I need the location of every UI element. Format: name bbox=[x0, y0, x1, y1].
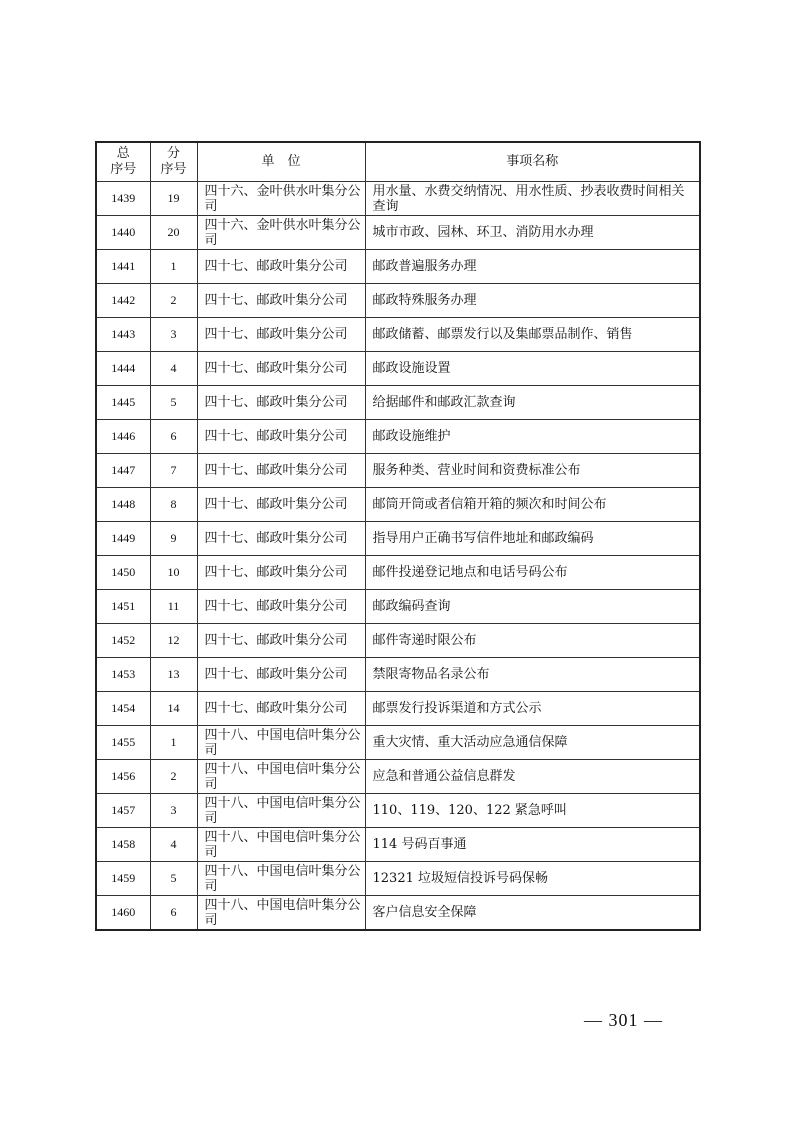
sub-number-cell: 1 bbox=[150, 726, 197, 760]
header-sub-number-line1: 分 bbox=[166, 146, 180, 161]
header-sub-number-line2: 序号 bbox=[160, 162, 187, 177]
unit-cell: 四十七、邮政叶集分公司 bbox=[197, 692, 365, 726]
table-row bbox=[96, 454, 700, 488]
item-name-cell: 给据邮件和邮政汇款查询 bbox=[365, 386, 700, 420]
unit-cell: 四十八、中国电信叶集分公司 bbox=[197, 726, 365, 760]
sub-number-cell: 7 bbox=[150, 454, 197, 488]
unit-cell: 四十七、邮政叶集分公司 bbox=[197, 352, 365, 386]
unit-cell: 四十七、邮政叶集分公司 bbox=[197, 624, 365, 658]
header-total-number-line2: 序号 bbox=[110, 162, 137, 177]
sub-number-cell: 12 bbox=[150, 624, 197, 658]
item-name-cell: 用水量、水费交纳情况、用水性质、抄表收费时间相关查询 bbox=[365, 182, 700, 216]
total-number-cell: 1444 bbox=[96, 352, 150, 386]
total-number-cell: 1449 bbox=[96, 522, 150, 556]
total-number-cell: 1455 bbox=[96, 726, 150, 760]
item-name-cell: 客户信息安全保障 bbox=[365, 896, 700, 931]
item-name-cell: 110、119、120、122 紧急呼叫 bbox=[365, 794, 700, 828]
unit-cell: 四十七、邮政叶集分公司 bbox=[197, 420, 365, 454]
header-sub-number bbox=[150, 142, 197, 182]
sub-number-cell: 5 bbox=[150, 862, 197, 896]
table-row bbox=[96, 760, 700, 794]
unit-cell: 四十七、邮政叶集分公司 bbox=[197, 250, 365, 284]
item-name-cell: 邮筒开筒或者信箱开箱的频次和时间公布 bbox=[365, 488, 700, 522]
item-name-cell: 邮政编码查询 bbox=[365, 590, 700, 624]
total-number-cell: 1454 bbox=[96, 692, 150, 726]
total-number-cell: 1446 bbox=[96, 420, 150, 454]
table-header-row bbox=[96, 142, 700, 182]
total-number-cell: 1451 bbox=[96, 590, 150, 624]
table-row bbox=[96, 624, 700, 658]
table-row bbox=[96, 182, 700, 216]
table-row bbox=[96, 726, 700, 760]
table-row bbox=[96, 420, 700, 454]
total-number-cell: 1458 bbox=[96, 828, 150, 862]
total-number-cell: 1440 bbox=[96, 216, 150, 250]
total-number-cell: 1450 bbox=[96, 556, 150, 590]
total-number-cell: 1453 bbox=[96, 658, 150, 692]
item-name-cell: 指导用户正确书写信件地址和邮政编码 bbox=[365, 522, 700, 556]
table-row bbox=[96, 284, 700, 318]
sub-number-cell: 10 bbox=[150, 556, 197, 590]
table-row bbox=[96, 794, 700, 828]
unit-cell: 四十八、中国电信叶集分公司 bbox=[197, 896, 365, 931]
total-number-cell: 1448 bbox=[96, 488, 150, 522]
unit-cell: 四十七、邮政叶集分公司 bbox=[197, 590, 365, 624]
header-total-number-line1: 总 bbox=[116, 146, 130, 161]
total-number-cell: 1439 bbox=[96, 182, 150, 216]
sub-number-cell: 19 bbox=[150, 182, 197, 216]
total-number-cell: 1442 bbox=[96, 284, 150, 318]
sub-number-cell: 20 bbox=[150, 216, 197, 250]
sub-number-cell: 2 bbox=[150, 760, 197, 794]
table-row bbox=[96, 386, 700, 420]
table-row bbox=[96, 488, 700, 522]
table-row bbox=[96, 862, 700, 896]
total-number-cell: 1460 bbox=[96, 896, 150, 931]
total-number-cell: 1457 bbox=[96, 794, 150, 828]
sub-number-cell: 6 bbox=[150, 896, 197, 931]
total-number-cell: 1456 bbox=[96, 760, 150, 794]
sub-number-cell: 11 bbox=[150, 590, 197, 624]
unit-cell: 四十七、邮政叶集分公司 bbox=[197, 556, 365, 590]
item-name-cell: 邮政储蓄、邮票发行以及集邮票品制作、销售 bbox=[365, 318, 700, 352]
document-table-container bbox=[95, 141, 699, 931]
unit-cell: 四十六、金叶供水叶集分公司 bbox=[197, 216, 365, 250]
table-row bbox=[96, 352, 700, 386]
sub-number-cell: 1 bbox=[150, 250, 197, 284]
total-number-cell: 1459 bbox=[96, 862, 150, 896]
item-name-cell: 应急和普通公益信息群发 bbox=[365, 760, 700, 794]
item-name-cell: 邮政特殊服务办理 bbox=[365, 284, 700, 318]
table-row bbox=[96, 692, 700, 726]
item-name-cell: 12321 垃圾短信投诉号码保畅 bbox=[365, 862, 700, 896]
table-row bbox=[96, 658, 700, 692]
unit-cell: 四十七、邮政叶集分公司 bbox=[197, 386, 365, 420]
unit-cell: 四十七、邮政叶集分公司 bbox=[197, 522, 365, 556]
page-number: — 301 — bbox=[584, 1010, 663, 1030]
sub-number-cell: 9 bbox=[150, 522, 197, 556]
total-number-cell: 1445 bbox=[96, 386, 150, 420]
unit-cell: 四十七、邮政叶集分公司 bbox=[197, 658, 365, 692]
total-number-cell: 1443 bbox=[96, 318, 150, 352]
unit-cell: 四十七、邮政叶集分公司 bbox=[197, 318, 365, 352]
header-total-number bbox=[96, 142, 150, 182]
table-row bbox=[96, 522, 700, 556]
sub-number-cell: 6 bbox=[150, 420, 197, 454]
item-name-cell: 邮政普遍服务办理 bbox=[365, 250, 700, 284]
sub-number-cell: 8 bbox=[150, 488, 197, 522]
unit-cell: 四十八、中国电信叶集分公司 bbox=[197, 862, 365, 896]
header-unit: 单 位 bbox=[197, 142, 365, 182]
table-row bbox=[96, 556, 700, 590]
unit-cell: 四十七、邮政叶集分公司 bbox=[197, 454, 365, 488]
sub-number-cell: 4 bbox=[150, 828, 197, 862]
table-body bbox=[96, 182, 700, 931]
item-name-cell: 邮票发行投诉渠道和方式公示 bbox=[365, 692, 700, 726]
table-row bbox=[96, 318, 700, 352]
unit-cell: 四十八、中国电信叶集分公司 bbox=[197, 794, 365, 828]
item-name-cell: 城市市政、园林、环卫、消防用水办理 bbox=[365, 216, 700, 250]
unit-cell: 四十七、邮政叶集分公司 bbox=[197, 488, 365, 522]
table-row bbox=[96, 250, 700, 284]
total-number-cell: 1452 bbox=[96, 624, 150, 658]
sub-number-cell: 5 bbox=[150, 386, 197, 420]
total-number-cell: 1441 bbox=[96, 250, 150, 284]
sub-number-cell: 4 bbox=[150, 352, 197, 386]
total-number-cell: 1447 bbox=[96, 454, 150, 488]
item-name-cell: 禁限寄物品名录公布 bbox=[365, 658, 700, 692]
table-row bbox=[96, 896, 700, 931]
item-name-cell: 邮政设施设置 bbox=[365, 352, 700, 386]
item-name-cell: 服务种类、营业时间和资费标准公布 bbox=[365, 454, 700, 488]
matters-table bbox=[95, 141, 701, 931]
table-row bbox=[96, 216, 700, 250]
sub-number-cell: 14 bbox=[150, 692, 197, 726]
table-row bbox=[96, 590, 700, 624]
item-name-cell: 重大灾情、重大活动应急通信保障 bbox=[365, 726, 700, 760]
item-name-cell: 114 号码百事通 bbox=[365, 828, 700, 862]
header-item-name: 事项名称 bbox=[365, 142, 700, 182]
item-name-cell: 邮件寄递时限公布 bbox=[365, 624, 700, 658]
unit-cell: 四十八、中国电信叶集分公司 bbox=[197, 828, 365, 862]
sub-number-cell: 2 bbox=[150, 284, 197, 318]
item-name-cell: 邮政设施维护 bbox=[365, 420, 700, 454]
sub-number-cell: 3 bbox=[150, 794, 197, 828]
unit-cell: 四十七、邮政叶集分公司 bbox=[197, 284, 365, 318]
sub-number-cell: 13 bbox=[150, 658, 197, 692]
table-row bbox=[96, 828, 700, 862]
unit-cell: 四十六、金叶供水叶集分公司 bbox=[197, 182, 365, 216]
item-name-cell: 邮件投递登记地点和电话号码公布 bbox=[365, 556, 700, 590]
sub-number-cell: 3 bbox=[150, 318, 197, 352]
unit-cell: 四十八、中国电信叶集分公司 bbox=[197, 760, 365, 794]
